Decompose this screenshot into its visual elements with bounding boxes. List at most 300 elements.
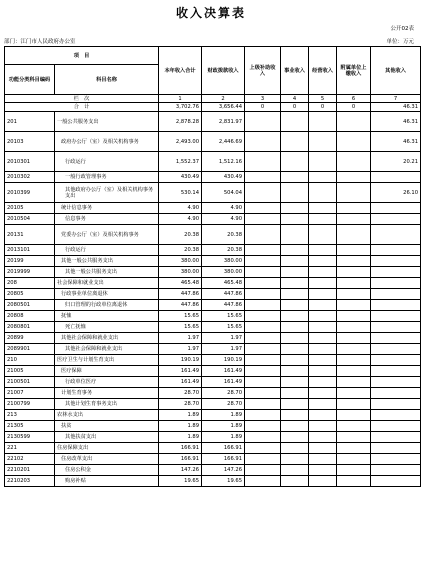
row-c4-cell bbox=[281, 311, 309, 322]
row-c1-cell: 15.65 bbox=[159, 311, 202, 322]
row-c4-cell bbox=[281, 399, 309, 410]
row-c5-cell bbox=[309, 152, 337, 172]
header-col5: 经营收入 bbox=[309, 47, 337, 95]
row-name-cell: 归口管理的行政单位离退休 bbox=[55, 300, 159, 311]
row-c5-cell bbox=[309, 443, 337, 454]
row-c2-cell: 380.00 bbox=[202, 256, 245, 267]
table-row bbox=[5, 300, 421, 311]
table-row bbox=[5, 267, 421, 278]
row-c5-cell bbox=[309, 203, 337, 214]
report-title: 收入决算表 bbox=[175, 6, 246, 20]
row-c3-cell bbox=[245, 225, 281, 245]
row-c5-cell bbox=[309, 410, 337, 421]
row-c7-cell bbox=[371, 311, 421, 322]
row-c3-cell bbox=[245, 443, 281, 454]
row-name-cell: 扶贫 bbox=[55, 421, 159, 432]
row-c4-cell bbox=[281, 214, 309, 225]
row-c1-cell: 447.86 bbox=[159, 289, 202, 300]
row-c4-cell bbox=[281, 245, 309, 256]
row-c1-cell: 28.70 bbox=[159, 399, 202, 410]
row-c3-cell bbox=[245, 300, 281, 311]
row-c6-cell bbox=[337, 344, 371, 355]
row-name-cell: 住房改革支出 bbox=[55, 454, 159, 465]
row-c2-cell: 1,512.16 bbox=[202, 152, 245, 172]
index-num: 7 bbox=[371, 95, 421, 103]
unit-info-row bbox=[4, 37, 418, 45]
header-row-1 bbox=[5, 47, 421, 65]
header-col4: 事业收入 bbox=[281, 47, 309, 95]
row-c3-cell bbox=[245, 322, 281, 333]
row-c2-cell: 15.65 bbox=[202, 311, 245, 322]
row-c1-cell: 380.00 bbox=[159, 267, 202, 278]
row-c4-cell bbox=[281, 355, 309, 366]
row-code-cell: 20103 bbox=[5, 132, 55, 152]
header-col6: 附属单位上缴收入 bbox=[337, 47, 371, 95]
row-c1-cell: 4.90 bbox=[159, 203, 202, 214]
row-c7-cell: 46.31 bbox=[371, 132, 421, 152]
department-label: 部门：江门市人民政府办公室 bbox=[4, 39, 76, 45]
row-c6-cell bbox=[337, 289, 371, 300]
table-row bbox=[5, 214, 421, 225]
row-c3-cell bbox=[245, 256, 281, 267]
index-num: 4 bbox=[281, 95, 309, 103]
total-label: 合 计 bbox=[5, 103, 159, 112]
row-c7-cell bbox=[371, 256, 421, 267]
row-name-cell: 农林水支出 bbox=[55, 410, 159, 421]
row-c5-cell bbox=[309, 256, 337, 267]
table-row bbox=[5, 289, 421, 300]
row-c7-cell bbox=[371, 388, 421, 399]
row-c6-cell bbox=[337, 132, 371, 152]
row-code-cell: 2010504 bbox=[5, 214, 55, 225]
row-c2-cell: 1.97 bbox=[202, 333, 245, 344]
row-c4-cell bbox=[281, 333, 309, 344]
row-name-cell: 其他扶贫支出 bbox=[55, 432, 159, 443]
row-c6-cell bbox=[337, 278, 371, 289]
row-code-cell: 213 bbox=[5, 410, 55, 421]
row-c2-cell: 20.38 bbox=[202, 225, 245, 245]
row-c4-cell bbox=[281, 366, 309, 377]
row-c4-cell bbox=[281, 278, 309, 289]
index-num: 6 bbox=[337, 95, 371, 103]
row-name-cell: 统计信息事务 bbox=[55, 203, 159, 214]
row-code-cell: 2013101 bbox=[5, 245, 55, 256]
row-c7-cell bbox=[371, 421, 421, 432]
table-row bbox=[5, 377, 421, 388]
row-c6-cell bbox=[337, 256, 371, 267]
row-c2-cell: 380.00 bbox=[202, 267, 245, 278]
table-row bbox=[5, 112, 421, 132]
table-row bbox=[5, 333, 421, 344]
row-name-cell: 医疗卫生与计划生育支出 bbox=[55, 355, 159, 366]
table-row bbox=[5, 245, 421, 256]
row-code-cell: 21305 bbox=[5, 421, 55, 432]
row-c6-cell bbox=[337, 112, 371, 132]
row-c2-cell: 465.48 bbox=[202, 278, 245, 289]
row-c2-cell: 430.49 bbox=[202, 172, 245, 183]
row-c2-cell: 161.49 bbox=[202, 377, 245, 388]
table-row bbox=[5, 410, 421, 421]
row-c3-cell bbox=[245, 278, 281, 289]
row-code-cell: 21005 bbox=[5, 366, 55, 377]
row-code-cell: 2100501 bbox=[5, 377, 55, 388]
row-c1-cell: 161.49 bbox=[159, 377, 202, 388]
row-c7-cell bbox=[371, 172, 421, 183]
row-c1-cell: 19.65 bbox=[159, 476, 202, 487]
row-c6-cell bbox=[337, 214, 371, 225]
row-c7-cell bbox=[371, 443, 421, 454]
row-c5-cell bbox=[309, 322, 337, 333]
row-code-cell: 2010301 bbox=[5, 152, 55, 172]
row-c7-cell bbox=[371, 300, 421, 311]
row-c6-cell bbox=[337, 377, 371, 388]
row-c5-cell bbox=[309, 388, 337, 399]
table-row bbox=[5, 225, 421, 245]
row-code-cell: 20105 bbox=[5, 203, 55, 214]
row-c6-cell bbox=[337, 245, 371, 256]
row-c7-cell bbox=[371, 225, 421, 245]
table-row bbox=[5, 432, 421, 443]
row-c7-cell bbox=[371, 454, 421, 465]
row-c3-cell bbox=[245, 410, 281, 421]
row-c4-cell bbox=[281, 267, 309, 278]
row-c1-cell: 2,878.28 bbox=[159, 112, 202, 132]
row-c7-cell bbox=[371, 410, 421, 421]
row-c5-cell bbox=[309, 377, 337, 388]
row-c5-cell bbox=[309, 289, 337, 300]
row-c1-cell: 2,493.00 bbox=[159, 132, 202, 152]
row-c2-cell: 28.70 bbox=[202, 388, 245, 399]
row-c6-cell bbox=[337, 421, 371, 432]
row-c7-cell bbox=[371, 267, 421, 278]
row-c5-cell bbox=[309, 333, 337, 344]
row-c1-cell: 1.97 bbox=[159, 333, 202, 344]
row-name-cell: 行政运行 bbox=[55, 152, 159, 172]
total-cell: 3,656.44 bbox=[202, 103, 245, 112]
money-unit-label: 单位：万元 bbox=[386, 39, 414, 45]
row-c7-cell bbox=[371, 465, 421, 476]
row-c4-cell bbox=[281, 132, 309, 152]
row-c4-cell bbox=[281, 454, 309, 465]
row-c2-cell: 19.65 bbox=[202, 476, 245, 487]
row-c1-cell: 1.89 bbox=[159, 432, 202, 443]
row-c1-cell: 380.00 bbox=[159, 256, 202, 267]
row-name-cell: 一般行政管理事务 bbox=[55, 172, 159, 183]
row-c4-cell bbox=[281, 203, 309, 214]
row-c6-cell bbox=[337, 454, 371, 465]
table-row bbox=[5, 278, 421, 289]
row-name-cell: 其他一般公共服务支出 bbox=[55, 267, 159, 278]
row-c6-cell bbox=[337, 399, 371, 410]
row-c6-cell bbox=[337, 476, 371, 487]
row-code-cell: 2210203 bbox=[5, 476, 55, 487]
total-cell: 0 bbox=[245, 103, 281, 112]
row-c2-cell: 447.86 bbox=[202, 300, 245, 311]
row-c3-cell bbox=[245, 267, 281, 278]
row-c1-cell: 161.49 bbox=[159, 366, 202, 377]
row-c3-cell bbox=[245, 388, 281, 399]
index-num: 2 bbox=[202, 95, 245, 103]
row-c3-cell bbox=[245, 112, 281, 132]
index-num: 1 bbox=[159, 95, 202, 103]
row-c1-cell: 166.91 bbox=[159, 454, 202, 465]
row-code-cell: 2080501 bbox=[5, 300, 55, 311]
table-row bbox=[5, 454, 421, 465]
row-c4-cell bbox=[281, 377, 309, 388]
index-num: 3 bbox=[245, 95, 281, 103]
row-c4-cell bbox=[281, 388, 309, 399]
row-name-cell: 其他社会保障和就业支出 bbox=[55, 344, 159, 355]
row-c7-cell bbox=[371, 203, 421, 214]
row-c3-cell bbox=[245, 377, 281, 388]
row-c3-cell bbox=[245, 214, 281, 225]
row-c7-cell bbox=[371, 245, 421, 256]
row-c5-cell bbox=[309, 454, 337, 465]
header-project: 项 目 bbox=[5, 47, 159, 65]
form-number: 公开02表 bbox=[390, 26, 414, 32]
row-code-cell: 2130599 bbox=[5, 432, 55, 443]
row-c3-cell bbox=[245, 432, 281, 443]
row-c6-cell bbox=[337, 355, 371, 366]
row-c2-cell: 2,446.69 bbox=[202, 132, 245, 152]
row-c2-cell: 1.97 bbox=[202, 344, 245, 355]
row-c6-cell bbox=[337, 443, 371, 454]
table-row bbox=[5, 465, 421, 476]
row-c6-cell bbox=[337, 203, 371, 214]
row-name-cell: 住房公积金 bbox=[55, 465, 159, 476]
row-name-cell: 社会保障和就业支出 bbox=[55, 278, 159, 289]
table-row bbox=[5, 355, 421, 366]
row-code-cell: 201 bbox=[5, 112, 55, 132]
row-code-cell: 221 bbox=[5, 443, 55, 454]
row-c5-cell bbox=[309, 465, 337, 476]
row-c4-cell bbox=[281, 465, 309, 476]
row-name-cell: 其他一般公共服务支出 bbox=[55, 256, 159, 267]
row-c1-cell: 28.70 bbox=[159, 388, 202, 399]
row-code-cell: 2019999 bbox=[5, 267, 55, 278]
row-code-cell: 2100799 bbox=[5, 399, 55, 410]
table-row bbox=[5, 388, 421, 399]
table-row bbox=[5, 183, 421, 203]
table-row bbox=[5, 399, 421, 410]
table-row bbox=[5, 203, 421, 214]
row-c4-cell bbox=[281, 152, 309, 172]
row-c4-cell bbox=[281, 300, 309, 311]
row-c2-cell: 4.90 bbox=[202, 214, 245, 225]
row-name-cell: 其他政府办公厅（室）及相关机构事务支出 bbox=[55, 183, 159, 203]
row-c4-cell bbox=[281, 112, 309, 132]
total-cell: 0 bbox=[337, 103, 371, 112]
row-c6-cell bbox=[337, 322, 371, 333]
row-c5-cell bbox=[309, 225, 337, 245]
row-c5-cell bbox=[309, 267, 337, 278]
row-c3-cell bbox=[245, 172, 281, 183]
row-c1-cell: 1,552.37 bbox=[159, 152, 202, 172]
row-c7-cell bbox=[371, 344, 421, 355]
row-c2-cell: 166.91 bbox=[202, 454, 245, 465]
row-name-cell: 医疗保障 bbox=[55, 366, 159, 377]
row-c4-cell bbox=[281, 476, 309, 487]
income-table bbox=[4, 46, 421, 487]
table-row bbox=[5, 172, 421, 183]
total-cell: 0 bbox=[309, 103, 337, 112]
row-c6-cell bbox=[337, 152, 371, 172]
row-code-cell: 210 bbox=[5, 355, 55, 366]
row-code-cell: 2210201 bbox=[5, 465, 55, 476]
row-c4-cell bbox=[281, 344, 309, 355]
row-c2-cell: 28.70 bbox=[202, 399, 245, 410]
header-col7: 其他收入 bbox=[371, 47, 421, 95]
row-name-cell: 一般公共服务支出 bbox=[55, 112, 159, 132]
row-c6-cell bbox=[337, 465, 371, 476]
header-col3: 上级补助收入 bbox=[245, 47, 281, 95]
row-c5-cell bbox=[309, 245, 337, 256]
row-c1-cell: 20.38 bbox=[159, 225, 202, 245]
header-subject-name: 科目名称 bbox=[55, 65, 159, 95]
row-c5-cell bbox=[309, 112, 337, 132]
row-c2-cell: 4.90 bbox=[202, 203, 245, 214]
row-code-cell: 20899 bbox=[5, 333, 55, 344]
table-row bbox=[5, 443, 421, 454]
row-name-cell: 其他社会保障和就业支出 bbox=[55, 333, 159, 344]
row-c5-cell bbox=[309, 172, 337, 183]
row-code-cell: 2010302 bbox=[5, 172, 55, 183]
row-c2-cell: 190.19 bbox=[202, 355, 245, 366]
row-c1-cell: 1.97 bbox=[159, 344, 202, 355]
row-c6-cell bbox=[337, 267, 371, 278]
total-cell: 0 bbox=[281, 103, 309, 112]
row-c3-cell bbox=[245, 311, 281, 322]
table-row bbox=[5, 132, 421, 152]
row-c1-cell: 430.49 bbox=[159, 172, 202, 183]
row-c3-cell bbox=[245, 476, 281, 487]
row-c2-cell: 147.26 bbox=[202, 465, 245, 476]
row-c4-cell bbox=[281, 443, 309, 454]
row-c7-cell bbox=[371, 333, 421, 344]
row-c2-cell: 161.49 bbox=[202, 366, 245, 377]
row-name-cell: 行政运行 bbox=[55, 245, 159, 256]
row-c5-cell bbox=[309, 214, 337, 225]
row-c4-cell bbox=[281, 183, 309, 203]
row-c3-cell bbox=[245, 289, 281, 300]
row-name-cell: 购房补贴 bbox=[55, 476, 159, 487]
row-c2-cell: 447.86 bbox=[202, 289, 245, 300]
row-c4-cell bbox=[281, 322, 309, 333]
row-c6-cell bbox=[337, 333, 371, 344]
row-c7-cell bbox=[371, 366, 421, 377]
row-c3-cell bbox=[245, 399, 281, 410]
row-c4-cell bbox=[281, 225, 309, 245]
total-cell: 46.31 bbox=[371, 103, 421, 112]
row-c4-cell bbox=[281, 410, 309, 421]
row-c7-cell bbox=[371, 322, 421, 333]
row-code-cell: 22102 bbox=[5, 454, 55, 465]
row-c4-cell bbox=[281, 432, 309, 443]
row-c3-cell bbox=[245, 355, 281, 366]
index-row bbox=[5, 95, 421, 103]
row-c7-cell: 26.10 bbox=[371, 183, 421, 203]
row-c1-cell: 15.65 bbox=[159, 322, 202, 333]
row-c5-cell bbox=[309, 399, 337, 410]
index-num: 5 bbox=[309, 95, 337, 103]
row-c7-cell bbox=[371, 355, 421, 366]
row-code-cell: 20131 bbox=[5, 225, 55, 245]
row-c1-cell: 190.19 bbox=[159, 355, 202, 366]
row-c3-cell bbox=[245, 183, 281, 203]
table-row bbox=[5, 311, 421, 322]
row-c6-cell bbox=[337, 225, 371, 245]
row-c7-cell bbox=[371, 377, 421, 388]
row-c7-cell bbox=[371, 399, 421, 410]
header-col1: 本年收入合计 bbox=[159, 47, 202, 95]
row-c2-cell: 2,831.97 bbox=[202, 112, 245, 132]
row-c6-cell bbox=[337, 432, 371, 443]
row-c1-cell: 447.86 bbox=[159, 300, 202, 311]
row-c1-cell: 166.91 bbox=[159, 443, 202, 454]
row-c3-cell bbox=[245, 152, 281, 172]
row-c7-cell bbox=[371, 476, 421, 487]
row-c3-cell bbox=[245, 132, 281, 152]
table-row bbox=[5, 476, 421, 487]
row-c7-cell: 46.31 bbox=[371, 112, 421, 132]
row-c5-cell bbox=[309, 183, 337, 203]
row-c5-cell bbox=[309, 476, 337, 487]
row-c3-cell bbox=[245, 344, 281, 355]
row-c5-cell bbox=[309, 300, 337, 311]
total-cell: 3,702.76 bbox=[159, 103, 202, 112]
row-c3-cell bbox=[245, 333, 281, 344]
row-c2-cell: 20.38 bbox=[202, 245, 245, 256]
row-name-cell: 行政单位医疗 bbox=[55, 377, 159, 388]
row-c5-cell bbox=[309, 344, 337, 355]
row-name-cell: 住房保障支出 bbox=[55, 443, 159, 454]
row-c5-cell bbox=[309, 311, 337, 322]
total-row bbox=[5, 103, 421, 112]
row-c1-cell: 147.26 bbox=[159, 465, 202, 476]
row-c6-cell bbox=[337, 300, 371, 311]
row-c1-cell: 1.89 bbox=[159, 421, 202, 432]
row-code-cell: 20808 bbox=[5, 311, 55, 322]
row-c6-cell bbox=[337, 410, 371, 421]
row-c5-cell bbox=[309, 278, 337, 289]
row-c7-cell: 20.21 bbox=[371, 152, 421, 172]
row-c6-cell bbox=[337, 172, 371, 183]
row-c1-cell: 4.90 bbox=[159, 214, 202, 225]
table-row bbox=[5, 366, 421, 377]
header-col2: 财政拨款收入 bbox=[202, 47, 245, 95]
row-c6-cell bbox=[337, 311, 371, 322]
table-row bbox=[5, 421, 421, 432]
table-row bbox=[5, 322, 421, 333]
row-name-cell: 抚恤 bbox=[55, 311, 159, 322]
row-c1-cell: 1.89 bbox=[159, 410, 202, 421]
row-code-cell: 21007 bbox=[5, 388, 55, 399]
row-c5-cell bbox=[309, 432, 337, 443]
row-code-cell: 20199 bbox=[5, 256, 55, 267]
row-name-cell: 其他计划生育事务支出 bbox=[55, 399, 159, 410]
row-c2-cell: 166.91 bbox=[202, 443, 245, 454]
table-row bbox=[5, 152, 421, 172]
row-c7-cell bbox=[371, 289, 421, 300]
row-c5-cell bbox=[309, 355, 337, 366]
row-code-cell: 2089901 bbox=[5, 344, 55, 355]
row-c3-cell bbox=[245, 203, 281, 214]
row-c2-cell: 15.65 bbox=[202, 322, 245, 333]
row-c2-cell: 1.89 bbox=[202, 432, 245, 443]
row-c2-cell: 1.89 bbox=[202, 421, 245, 432]
row-c6-cell bbox=[337, 388, 371, 399]
row-code-cell: 208 bbox=[5, 278, 55, 289]
